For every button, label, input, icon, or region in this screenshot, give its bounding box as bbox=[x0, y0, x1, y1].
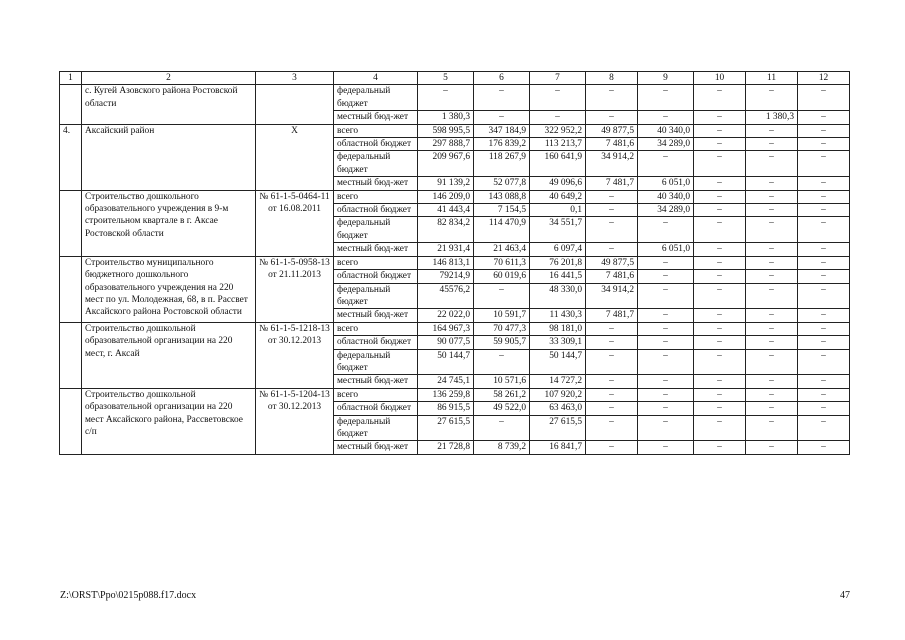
value-cell: – bbox=[694, 124, 746, 137]
value-cell: – bbox=[694, 402, 746, 415]
value-cell: – bbox=[798, 388, 850, 401]
value-cell: – bbox=[798, 270, 850, 283]
value-cell: – bbox=[638, 415, 694, 441]
value-cell: 107 920,2 bbox=[530, 388, 586, 401]
value-cell: 27 615,5 bbox=[530, 415, 586, 441]
value-cell: 7 481,7 bbox=[586, 309, 638, 322]
value-cell: – bbox=[746, 124, 798, 137]
value-cell: – bbox=[586, 402, 638, 415]
value-cell: – bbox=[638, 151, 694, 177]
value-cell: – bbox=[746, 388, 798, 401]
value-cell: 50 144,7 bbox=[530, 349, 586, 375]
value-cell: – bbox=[746, 322, 798, 335]
value-cell: – bbox=[530, 111, 586, 124]
row-number bbox=[60, 85, 82, 124]
value-cell: – bbox=[638, 283, 694, 309]
value-cell: 6 051,0 bbox=[638, 243, 694, 256]
value-cell: 49 522,0 bbox=[474, 402, 530, 415]
funding-source: федеральный бюджет bbox=[334, 349, 418, 375]
header-row bbox=[60, 72, 850, 85]
value-cell: 34 914,2 bbox=[586, 151, 638, 177]
value-cell: 209 967,6 bbox=[418, 151, 474, 177]
header-cell: 4 bbox=[334, 72, 418, 85]
value-cell: 1 380,3 bbox=[746, 111, 798, 124]
value-cell: 146 813,1 bbox=[418, 256, 474, 269]
table-row bbox=[60, 124, 850, 137]
value-cell: 24 745,1 bbox=[418, 375, 474, 388]
value-cell: – bbox=[798, 177, 850, 190]
funding-source: местный бюд-жет bbox=[334, 309, 418, 322]
value-cell: – bbox=[694, 177, 746, 190]
value-cell: 21 931,4 bbox=[418, 243, 474, 256]
value-cell: – bbox=[798, 415, 850, 441]
value-cell: 14 727,2 bbox=[530, 375, 586, 388]
value-cell: 60 019,6 bbox=[474, 270, 530, 283]
value-cell: – bbox=[474, 85, 530, 111]
value-cell: 21 728,8 bbox=[418, 441, 474, 454]
value-cell: – bbox=[746, 177, 798, 190]
value-cell: – bbox=[638, 111, 694, 124]
header-cell: 1 bbox=[60, 72, 82, 85]
value-cell: 322 952,2 bbox=[530, 124, 586, 137]
header-cell: 7 bbox=[530, 72, 586, 85]
value-cell: 146 209,0 bbox=[418, 190, 474, 203]
value-cell: – bbox=[746, 138, 798, 151]
funding-source: местный бюд-жет bbox=[334, 243, 418, 256]
value-cell: – bbox=[798, 151, 850, 177]
value-cell: 160 641,9 bbox=[530, 151, 586, 177]
value-cell: 45576,2 bbox=[418, 283, 474, 309]
value-cell: – bbox=[746, 283, 798, 309]
value-cell: – bbox=[694, 283, 746, 309]
object-name: Строительство дошкольной образовательной организации на 220 мест, г. Аксай bbox=[82, 322, 256, 388]
value-cell: 91 139,2 bbox=[418, 177, 474, 190]
value-cell: – bbox=[418, 85, 474, 111]
value-cell: – bbox=[798, 85, 850, 111]
budget-table bbox=[59, 71, 850, 455]
value-cell: 49 096,6 bbox=[530, 177, 586, 190]
value-cell: 98 181,0 bbox=[530, 322, 586, 335]
value-cell: – bbox=[638, 270, 694, 283]
value-cell: 176 839,2 bbox=[474, 138, 530, 151]
value-cell: 164 967,3 bbox=[418, 322, 474, 335]
value-cell: 7 481,6 bbox=[586, 138, 638, 151]
funding-source: федеральный бюджет bbox=[334, 283, 418, 309]
value-cell: 143 088,8 bbox=[474, 190, 530, 203]
value-cell: – bbox=[746, 243, 798, 256]
permit-code: № 61-1-5-1204-13 от 30.12.2013 bbox=[256, 388, 334, 454]
funding-source: федеральный бюджет bbox=[334, 151, 418, 177]
funding-source: областной бюджет bbox=[334, 270, 418, 283]
value-cell: 86 915,5 bbox=[418, 402, 474, 415]
row-number bbox=[60, 190, 82, 256]
value-cell: – bbox=[746, 270, 798, 283]
value-cell: 118 267,9 bbox=[474, 151, 530, 177]
value-cell: – bbox=[694, 322, 746, 335]
value-cell: – bbox=[586, 415, 638, 441]
value-cell: – bbox=[798, 243, 850, 256]
funding-source: всего bbox=[334, 388, 418, 401]
value-cell: – bbox=[694, 243, 746, 256]
value-cell: 40 340,0 bbox=[638, 124, 694, 137]
header-cell: 5 bbox=[418, 72, 474, 85]
value-cell: 34 551,7 bbox=[530, 217, 586, 243]
permit-code: № 61-1-5-0958-13 от 21.11.2013 bbox=[256, 256, 334, 322]
value-cell: 49 877,5 bbox=[586, 256, 638, 269]
value-cell: 40 340,0 bbox=[638, 190, 694, 203]
value-cell: 6 051,0 bbox=[638, 177, 694, 190]
value-cell: 8 739,2 bbox=[474, 441, 530, 454]
value-cell: – bbox=[638, 402, 694, 415]
table-row bbox=[60, 190, 850, 203]
object-name: Строительство муниципального бюджетного дошкольного образовательного учреждения на 220 мест по ул. Молодежная, 68, в п. Рассвет Аксайского района Ростовской области bbox=[82, 256, 256, 322]
value-cell: – bbox=[638, 336, 694, 349]
object-name: Аксайский район bbox=[82, 124, 256, 190]
funding-source: федеральный бюджет bbox=[334, 415, 418, 441]
value-cell: – bbox=[694, 217, 746, 243]
funding-source: местный бюд-жет bbox=[334, 441, 418, 454]
value-cell: 11 430,3 bbox=[530, 309, 586, 322]
value-cell: – bbox=[694, 111, 746, 124]
table-row bbox=[60, 85, 850, 111]
header-cell: 9 bbox=[638, 72, 694, 85]
value-cell: – bbox=[694, 204, 746, 217]
funding-source: областной бюджет bbox=[334, 204, 418, 217]
table-row bbox=[60, 256, 850, 269]
funding-source: всего bbox=[334, 256, 418, 269]
value-cell: – bbox=[798, 309, 850, 322]
value-cell: – bbox=[586, 322, 638, 335]
page-number: 47 bbox=[840, 590, 850, 601]
value-cell: – bbox=[694, 388, 746, 401]
value-cell: – bbox=[694, 138, 746, 151]
value-cell: – bbox=[638, 375, 694, 388]
value-cell: – bbox=[694, 256, 746, 269]
value-cell: – bbox=[798, 190, 850, 203]
value-cell: – bbox=[638, 85, 694, 111]
funding-source: федеральный бюджет bbox=[334, 217, 418, 243]
value-cell: 49 877,5 bbox=[586, 124, 638, 137]
value-cell: 82 834,2 bbox=[418, 217, 474, 243]
funding-source: всего bbox=[334, 124, 418, 137]
value-cell: – bbox=[474, 415, 530, 441]
value-cell: 10 571,6 bbox=[474, 375, 530, 388]
table-row bbox=[60, 388, 850, 401]
value-cell: – bbox=[746, 190, 798, 203]
value-cell: 33 309,1 bbox=[530, 336, 586, 349]
value-cell: 22 022,0 bbox=[418, 309, 474, 322]
value-cell: – bbox=[746, 85, 798, 111]
value-cell: – bbox=[746, 309, 798, 322]
row-number bbox=[60, 322, 82, 388]
funding-source: областной бюджет bbox=[334, 138, 418, 151]
value-cell: 0,1 bbox=[530, 204, 586, 217]
row-number bbox=[60, 388, 82, 454]
object-name: Строительство дошкольной образовательной организации на 220 мест Аксайского района, Рассветовское с/п bbox=[82, 388, 256, 454]
value-cell: 70 611,3 bbox=[474, 256, 530, 269]
value-cell: – bbox=[694, 349, 746, 375]
value-cell: 27 615,5 bbox=[418, 415, 474, 441]
value-cell: – bbox=[586, 441, 638, 454]
value-cell: 34 914,2 bbox=[586, 283, 638, 309]
value-cell: 598 995,5 bbox=[418, 124, 474, 137]
value-cell: – bbox=[474, 283, 530, 309]
value-cell: – bbox=[638, 441, 694, 454]
value-cell: – bbox=[694, 336, 746, 349]
value-cell: 63 463,0 bbox=[530, 402, 586, 415]
row-number: 4. bbox=[60, 124, 82, 190]
value-cell: – bbox=[586, 111, 638, 124]
funding-source: местный бюд-жет bbox=[334, 177, 418, 190]
value-cell: – bbox=[746, 256, 798, 269]
row-number bbox=[60, 256, 82, 322]
value-cell: – bbox=[638, 217, 694, 243]
value-cell: – bbox=[586, 204, 638, 217]
value-cell: 7 154,5 bbox=[474, 204, 530, 217]
value-cell: 297 888,7 bbox=[418, 138, 474, 151]
value-cell: – bbox=[746, 217, 798, 243]
value-cell: – bbox=[798, 322, 850, 335]
value-cell: – bbox=[798, 349, 850, 375]
value-cell: – bbox=[586, 217, 638, 243]
value-cell: – bbox=[694, 85, 746, 111]
object-name: с. Кугей Азовского района Ростовской области bbox=[82, 85, 256, 124]
value-cell: 1 380,3 bbox=[418, 111, 474, 124]
value-cell: – bbox=[746, 402, 798, 415]
value-cell: 114 470,9 bbox=[474, 217, 530, 243]
value-cell: 41 443,4 bbox=[418, 204, 474, 217]
value-cell: 10 591,7 bbox=[474, 309, 530, 322]
value-cell: 59 905,7 bbox=[474, 336, 530, 349]
value-cell: 48 330,0 bbox=[530, 283, 586, 309]
value-cell: – bbox=[798, 283, 850, 309]
value-cell: – bbox=[746, 349, 798, 375]
value-cell: – bbox=[586, 375, 638, 388]
value-cell: 6 097,4 bbox=[530, 243, 586, 256]
permit-code: № 61-1-5-1218-13 от 30.12.2013 bbox=[256, 322, 334, 388]
funding-source: местный бюд-жет bbox=[334, 375, 418, 388]
value-cell: – bbox=[798, 336, 850, 349]
value-cell: 7 481,6 bbox=[586, 270, 638, 283]
value-cell: – bbox=[638, 388, 694, 401]
value-cell: – bbox=[474, 349, 530, 375]
header-cell: 8 bbox=[586, 72, 638, 85]
value-cell: 52 077,8 bbox=[474, 177, 530, 190]
value-cell: – bbox=[694, 375, 746, 388]
value-cell: 16 441,5 bbox=[530, 270, 586, 283]
value-cell: 21 463,4 bbox=[474, 243, 530, 256]
value-cell: – bbox=[586, 388, 638, 401]
value-cell: – bbox=[638, 322, 694, 335]
value-cell: 16 841,7 bbox=[530, 441, 586, 454]
funding-source: областной бюджет bbox=[334, 402, 418, 415]
header-cell: 2 bbox=[82, 72, 256, 85]
value-cell: – bbox=[746, 151, 798, 177]
header-cell: 10 bbox=[694, 72, 746, 85]
value-cell: – bbox=[586, 336, 638, 349]
funding-source: местный бюд-жет bbox=[334, 111, 418, 124]
value-cell: 58 261,2 bbox=[474, 388, 530, 401]
value-cell: – bbox=[798, 375, 850, 388]
value-cell: – bbox=[746, 375, 798, 388]
value-cell: 7 481,7 bbox=[586, 177, 638, 190]
value-cell: – bbox=[746, 204, 798, 217]
value-cell: – bbox=[746, 441, 798, 454]
value-cell: – bbox=[638, 256, 694, 269]
funding-source: всего bbox=[334, 190, 418, 203]
value-cell: – bbox=[474, 111, 530, 124]
value-cell: – bbox=[746, 336, 798, 349]
value-cell: 347 184,9 bbox=[474, 124, 530, 137]
value-cell: – bbox=[694, 151, 746, 177]
value-cell: – bbox=[586, 349, 638, 375]
table-row bbox=[60, 322, 850, 335]
header-cell: 11 bbox=[746, 72, 798, 85]
value-cell: – bbox=[798, 204, 850, 217]
value-cell: – bbox=[586, 190, 638, 203]
value-cell: 113 213,7 bbox=[530, 138, 586, 151]
value-cell: – bbox=[530, 85, 586, 111]
value-cell: – bbox=[798, 217, 850, 243]
value-cell: – bbox=[638, 309, 694, 322]
value-cell: 40 649,2 bbox=[530, 190, 586, 203]
value-cell: – bbox=[638, 349, 694, 375]
value-cell: 34 289,0 bbox=[638, 138, 694, 151]
value-cell: – bbox=[694, 309, 746, 322]
footer-file-path: Z:\ORST\Ppo\0215p088.f17.docx bbox=[60, 590, 197, 601]
value-cell: – bbox=[586, 85, 638, 111]
value-cell: – bbox=[798, 441, 850, 454]
header-cell: 6 bbox=[474, 72, 530, 85]
value-cell: – bbox=[746, 415, 798, 441]
value-cell: 50 144,7 bbox=[418, 349, 474, 375]
object-name: Строительство дошкольного образовательного учреждения в 9-м строительном квартале в г. Аксае Ростовской области bbox=[82, 190, 256, 256]
value-cell: 136 259,8 bbox=[418, 388, 474, 401]
funding-source: областной бюджет bbox=[334, 336, 418, 349]
value-cell: – bbox=[694, 415, 746, 441]
value-cell: 76 201,8 bbox=[530, 256, 586, 269]
value-cell: 90 077,5 bbox=[418, 336, 474, 349]
value-cell: – bbox=[694, 270, 746, 283]
header-cell: 12 bbox=[798, 72, 850, 85]
value-cell: – bbox=[798, 402, 850, 415]
header-cell: 3 bbox=[256, 72, 334, 85]
value-cell: 79214,9 bbox=[418, 270, 474, 283]
value-cell: – bbox=[694, 441, 746, 454]
funding-source: всего bbox=[334, 322, 418, 335]
value-cell: 34 289,0 bbox=[638, 204, 694, 217]
value-cell: – bbox=[798, 138, 850, 151]
value-cell: – bbox=[694, 190, 746, 203]
permit-code: Х bbox=[256, 124, 334, 190]
permit-code: № 61-1-5-0464-11 от 16.08.2011 bbox=[256, 190, 334, 256]
value-cell: – bbox=[798, 256, 850, 269]
value-cell: – bbox=[798, 124, 850, 137]
value-cell: – bbox=[586, 243, 638, 256]
funding-source: федеральный бюджет bbox=[334, 85, 418, 111]
permit-code bbox=[256, 85, 334, 124]
value-cell: 70 477,3 bbox=[474, 322, 530, 335]
value-cell: – bbox=[798, 111, 850, 124]
